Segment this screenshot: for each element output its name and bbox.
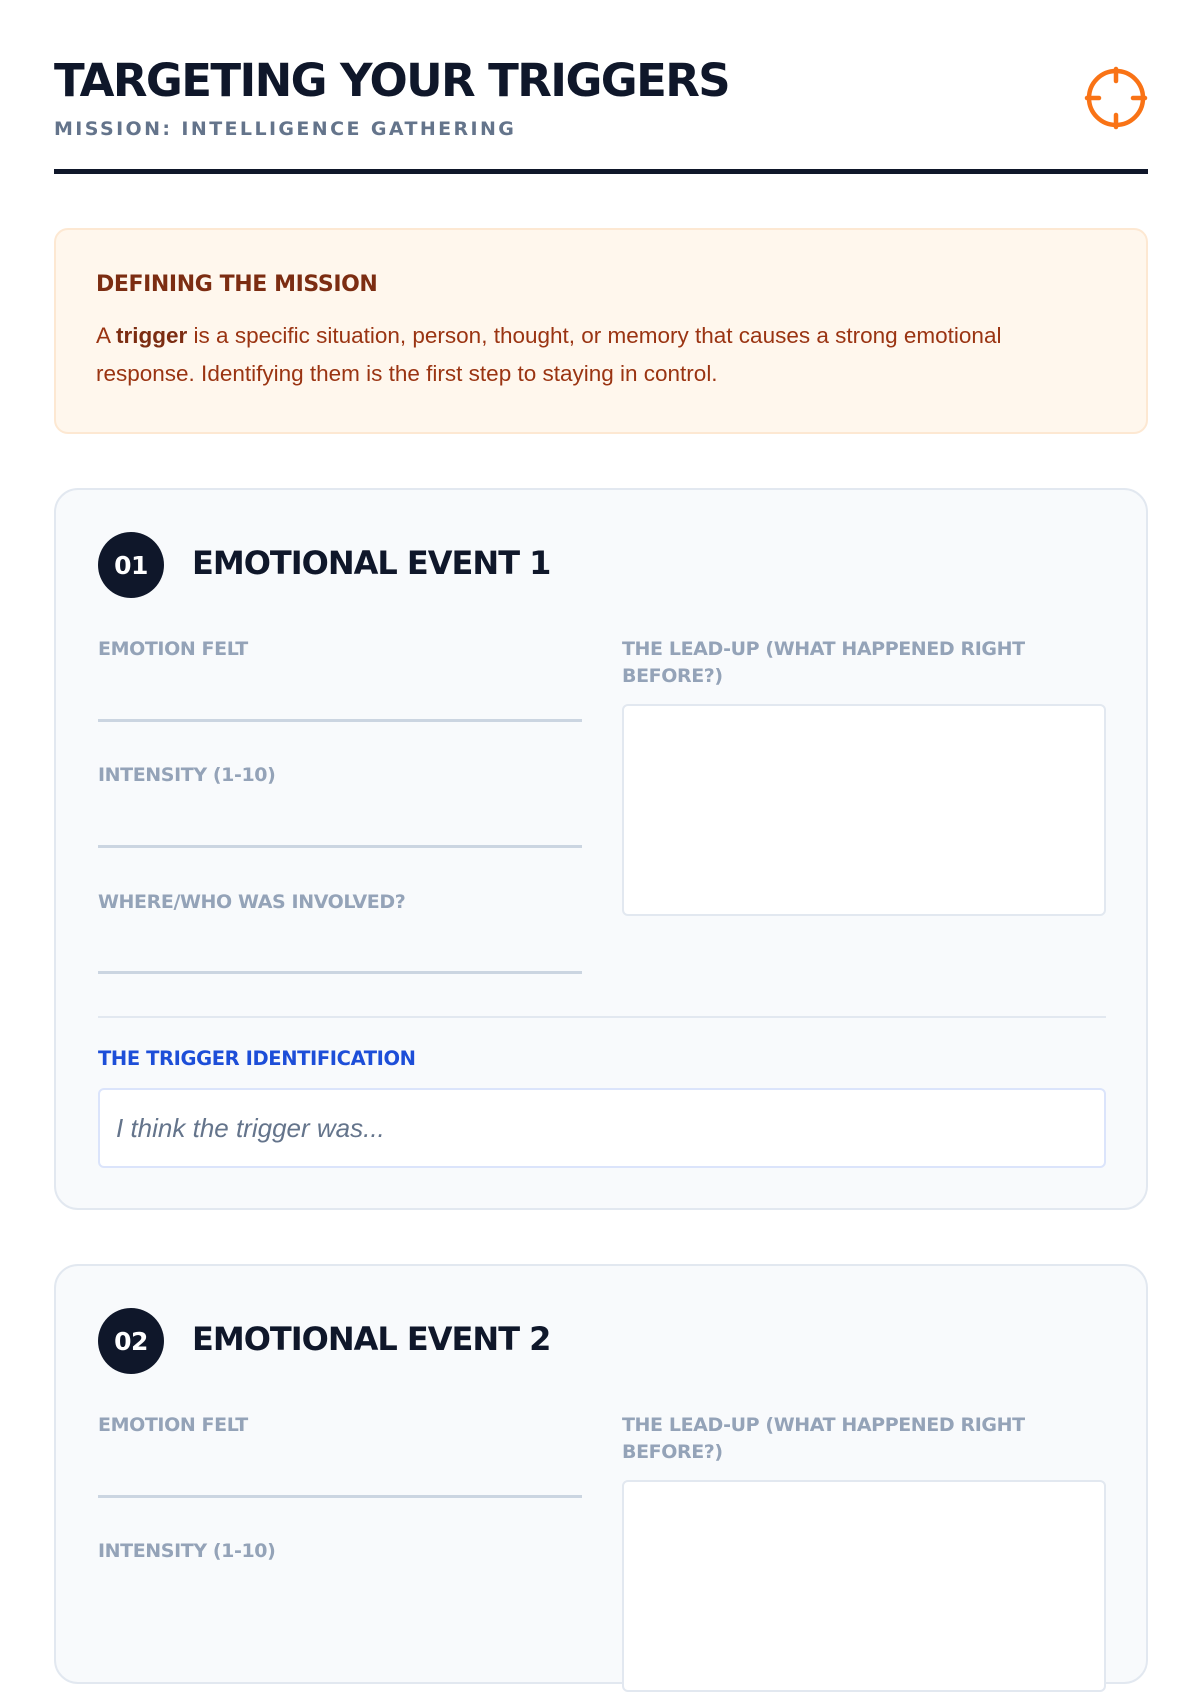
crosshair-icon xyxy=(1084,66,1148,130)
leadup-textarea[interactable] xyxy=(622,704,1106,916)
leadup-label: THE LEAD-UP (WHAT HAPPENED RIGHT BEFORE?) xyxy=(622,638,1025,687)
callout-text xyxy=(96,317,1106,393)
emotion-felt-label: EMOTION FELT xyxy=(98,1414,248,1436)
event-number-badge: 02 xyxy=(98,1308,164,1374)
trigger-identification-label: THE TRIGGER IDENTIFICATION xyxy=(98,1047,416,1070)
section-divider xyxy=(98,1016,1106,1018)
leadup-label: THE LEAD-UP (WHAT HAPPENED RIGHT BEFORE?) xyxy=(622,1414,1025,1463)
event-card-2 xyxy=(54,1264,1148,1684)
page-title: TARGETING YOUR TRIGGERS xyxy=(54,54,730,107)
trigger-identification-input[interactable] xyxy=(98,1088,1106,1168)
leadup-textarea[interactable] xyxy=(622,1480,1106,1692)
callout-term: trigger xyxy=(116,323,188,348)
event-number-badge: 01 xyxy=(98,532,164,598)
callout-text-body: is a specific situation, person, thought, or memory that causes a strong emotional response. Identifying them is the first step to staying in control. xyxy=(96,323,1002,386)
event-title: EMOTIONAL EVENT 1 xyxy=(192,544,551,582)
page-subtitle: MISSION: INTELLIGENCE GATHERING xyxy=(54,118,517,140)
emotion-felt-label: EMOTION FELT xyxy=(98,638,248,660)
definition-callout xyxy=(54,228,1148,434)
intensity-label: INTENSITY (1-10) xyxy=(98,1540,276,1562)
involved-input[interactable] xyxy=(98,934,582,974)
intensity-label: INTENSITY (1-10) xyxy=(98,764,276,786)
emotion-felt-input[interactable] xyxy=(98,682,582,722)
intensity-input[interactable] xyxy=(98,808,582,848)
page-header xyxy=(54,0,1148,174)
callout-text-prefix: A xyxy=(96,323,117,348)
event-title: EMOTIONAL EVENT 2 xyxy=(192,1320,551,1358)
worksheet-page xyxy=(54,0,1148,1562)
callout-title: DEFINING THE MISSION xyxy=(96,272,378,297)
involved-label: WHERE/WHO WAS INVOLVED? xyxy=(98,891,406,913)
emotion-felt-input[interactable] xyxy=(98,1458,582,1498)
event-card-1 xyxy=(54,488,1148,1210)
